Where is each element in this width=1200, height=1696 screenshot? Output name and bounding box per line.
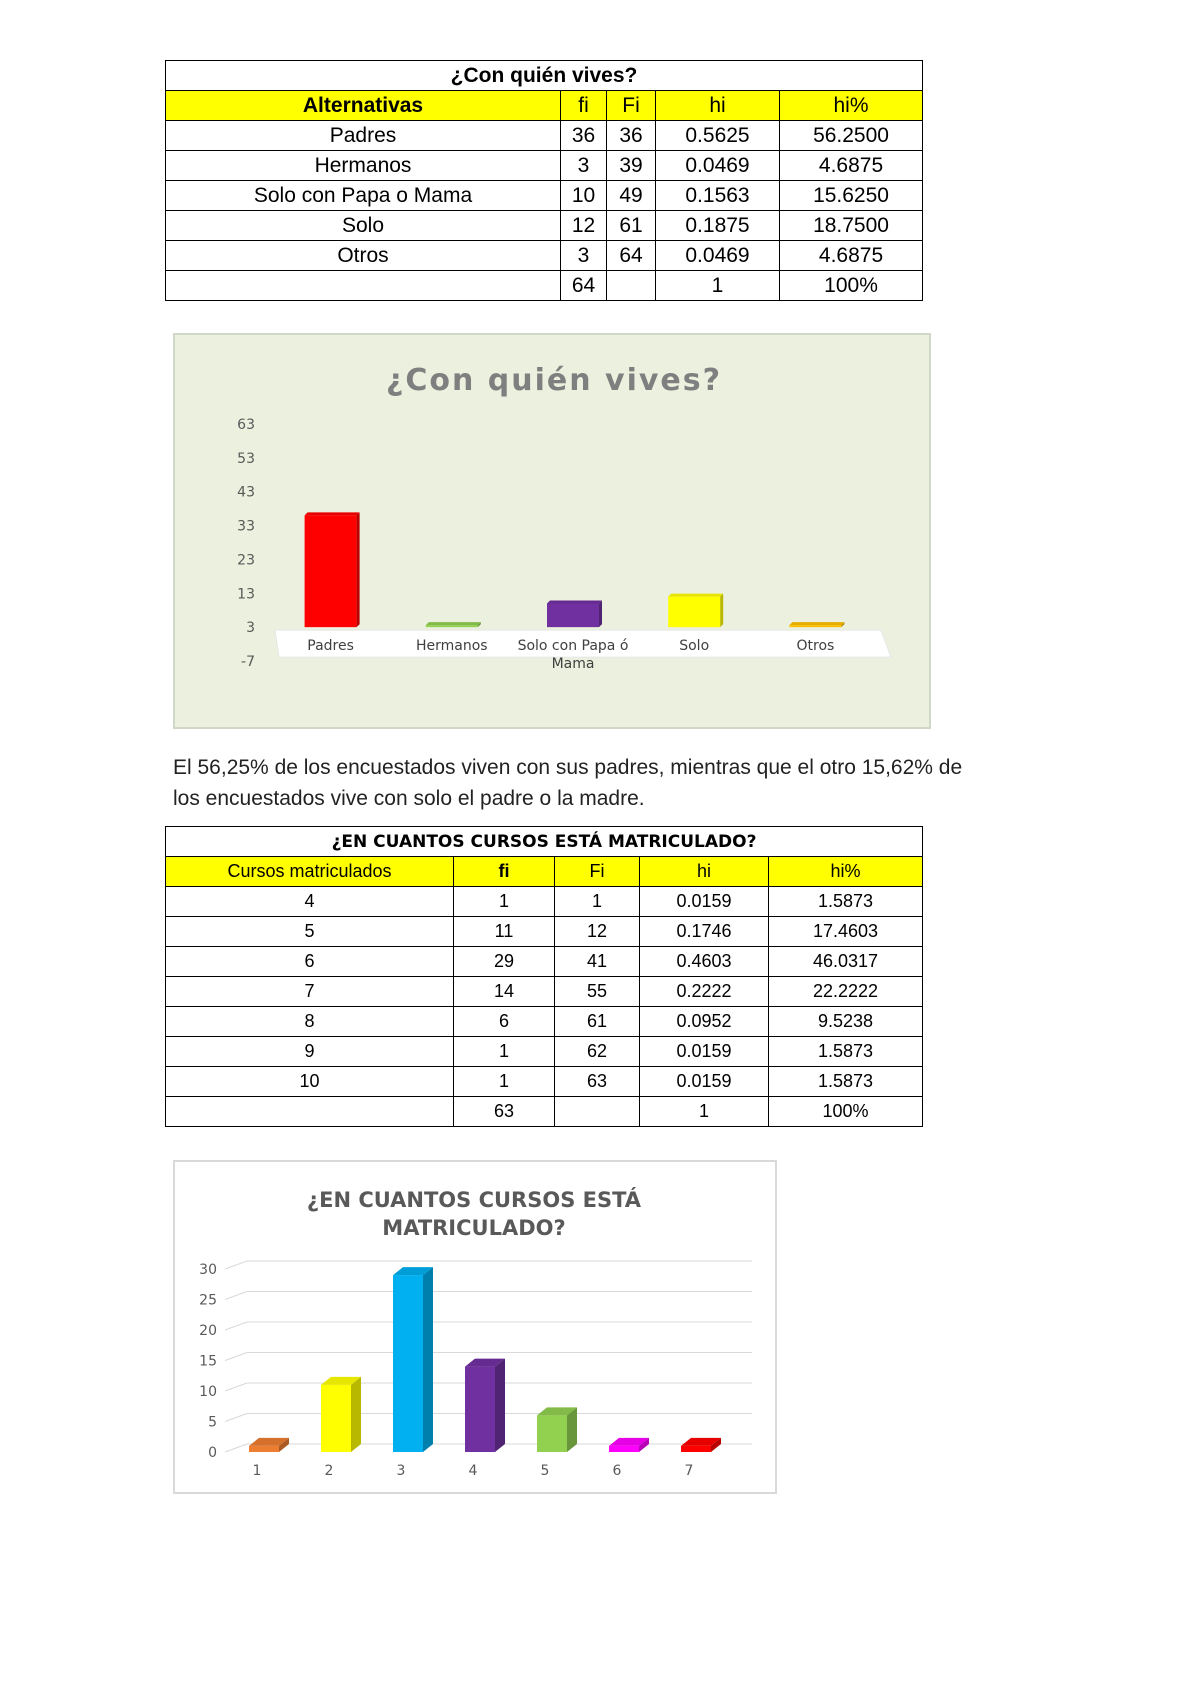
- cell: 10: [561, 181, 607, 211]
- cell: 61: [555, 1007, 640, 1037]
- column-header: fi: [561, 91, 607, 121]
- chart-svg: [175, 335, 933, 731]
- x-tick-label: 2: [324, 1463, 334, 1479]
- y-tick-label: -7: [241, 654, 255, 670]
- y-tick-label: 20: [199, 1323, 217, 1339]
- chart-title: ¿EN CUANTOS CURSOS ESTÁ: [306, 1188, 642, 1212]
- bar: [547, 600, 602, 627]
- x-tick-label: Solo con Papa ó: [517, 638, 629, 655]
- gridline: [225, 1414, 247, 1422]
- bar: [393, 1267, 433, 1452]
- x-tick-label: 5: [540, 1463, 550, 1479]
- y-tick-label: 43: [237, 484, 255, 501]
- cell: 18.7500: [780, 211, 923, 241]
- table-row: [166, 181, 923, 211]
- cell: 56.2500: [780, 121, 923, 151]
- cell: 100%: [780, 271, 923, 301]
- cell: 15.6250: [780, 181, 923, 211]
- cell: 3: [561, 151, 607, 181]
- cell: 0.5625: [656, 121, 780, 151]
- bar: [465, 1359, 505, 1452]
- cell: 61: [607, 211, 656, 241]
- cell: [607, 271, 656, 301]
- header-row: [166, 91, 923, 121]
- cell: 100%: [769, 1097, 923, 1127]
- cell: 11: [454, 917, 555, 947]
- cell: [555, 1097, 640, 1127]
- y-tick-label: 3: [246, 620, 255, 637]
- cell: 7: [166, 977, 454, 1007]
- analysis-paragraph: El 56,25% de los encuestados viven con sus padres, mientras que el otro 15,62% de los encuestados vive con solo el padre o la madre.: [173, 756, 963, 810]
- cell: 64: [607, 241, 656, 271]
- x-tick-label: Mama: [551, 656, 595, 673]
- table-row: [166, 977, 923, 1007]
- chart-svg: [175, 1162, 779, 1496]
- cell: 1: [454, 1037, 555, 1067]
- table-row: [166, 917, 923, 947]
- table-title: ¿Con quién vives?: [166, 61, 923, 91]
- y-tick-label: 13: [237, 586, 255, 603]
- cell: [166, 271, 561, 301]
- table-row: [166, 947, 923, 977]
- bar: [249, 1438, 289, 1452]
- cell: 22.2222: [769, 977, 923, 1007]
- cell: 0.0469: [656, 241, 780, 271]
- table-con-quien-vives: [165, 60, 923, 301]
- header-row: [166, 857, 923, 887]
- cell: 0.0469: [656, 151, 780, 181]
- bar: [426, 622, 481, 627]
- column-header: Cursos matriculados: [166, 857, 454, 887]
- cell: 0.1746: [640, 917, 769, 947]
- cell: 5: [166, 917, 454, 947]
- column-header: fi: [454, 857, 555, 887]
- cell: 49: [607, 181, 656, 211]
- cell: 1: [640, 1097, 769, 1127]
- cell: 0.0159: [640, 1037, 769, 1067]
- bar: [321, 1377, 361, 1452]
- cell: 64: [561, 271, 607, 301]
- gridline: [225, 1261, 247, 1269]
- cell: 6: [454, 1007, 555, 1037]
- cell: 12: [555, 917, 640, 947]
- x-tick-label: 3: [396, 1463, 406, 1479]
- x-tick-label: Padres: [307, 638, 354, 655]
- bar: [537, 1407, 577, 1452]
- chart-title: MATRICULADO?: [382, 1216, 566, 1240]
- bar: [668, 594, 723, 627]
- x-tick-label: 4: [468, 1463, 478, 1479]
- cell: Solo: [166, 211, 561, 241]
- chart-title: ¿Con quién vives?: [385, 363, 723, 398]
- cell: Otros: [166, 241, 561, 271]
- cell: 1: [555, 887, 640, 917]
- cell: [166, 1097, 454, 1127]
- cell: Solo con Papa o Mama: [166, 181, 561, 211]
- gridline: [225, 1292, 247, 1300]
- cell: 1: [454, 1067, 555, 1097]
- table-row: [166, 1007, 923, 1037]
- table-row: [166, 121, 923, 151]
- cell: 0.1563: [656, 181, 780, 211]
- column-header: hi%: [769, 857, 923, 887]
- cell: 0.2222: [640, 977, 769, 1007]
- column-header: Fi: [555, 857, 640, 887]
- chart-cursos-matriculados: [173, 1160, 777, 1494]
- cell: 63: [454, 1097, 555, 1127]
- bar: [681, 1438, 721, 1452]
- gridline: [225, 1322, 247, 1330]
- table-row: [166, 211, 923, 241]
- cell: 4: [166, 887, 454, 917]
- x-tick-label: 1: [252, 1463, 262, 1479]
- cell: 39: [607, 151, 656, 181]
- column-header: hi: [640, 857, 769, 887]
- table-title: ¿EN CUANTOS CURSOS ESTÁ MATRICULADO?: [166, 827, 923, 857]
- column-header: Alternativas: [166, 91, 561, 121]
- cell: Padres: [166, 121, 561, 151]
- cell: 4.6875: [780, 241, 923, 271]
- cell: 29: [454, 947, 555, 977]
- bar: [789, 622, 844, 627]
- y-tick-label: 53: [237, 450, 255, 467]
- column-header: hi: [656, 91, 780, 121]
- cell: 62: [555, 1037, 640, 1067]
- y-tick-label: 30: [199, 1262, 217, 1278]
- y-tick-label: 5: [208, 1414, 217, 1431]
- y-tick-label: 10: [199, 1384, 217, 1400]
- x-tick-label: 7: [684, 1463, 694, 1479]
- cell: 36: [561, 121, 607, 151]
- cell: 41: [555, 947, 640, 977]
- table-row: [166, 151, 923, 181]
- cell: 12: [561, 211, 607, 241]
- table-row: [166, 1037, 923, 1067]
- cell: 0.1875: [656, 211, 780, 241]
- cell: Hermanos: [166, 151, 561, 181]
- cell: 36: [607, 121, 656, 151]
- column-header: Fi: [607, 91, 656, 121]
- cell: 1.5873: [769, 1037, 923, 1067]
- y-tick-label: 15: [199, 1353, 217, 1370]
- y-tick-label: 0: [208, 1445, 217, 1461]
- table-row: [166, 241, 923, 271]
- y-tick-label: 63: [237, 417, 255, 433]
- table-row: [166, 887, 923, 917]
- y-tick-label: 23: [237, 552, 255, 569]
- gridline: [225, 1383, 247, 1391]
- cell: 1: [656, 271, 780, 301]
- column-header: hi%: [780, 91, 923, 121]
- cell: 55: [555, 977, 640, 1007]
- x-tick-label: Hermanos: [415, 638, 488, 655]
- chart-con-quien-vives: [173, 333, 931, 729]
- cell: 1: [454, 887, 555, 917]
- x-tick-label: 6: [612, 1463, 622, 1479]
- gridline: [225, 1444, 247, 1452]
- cell: 46.0317: [769, 947, 923, 977]
- cell: 6: [166, 947, 454, 977]
- cell: 8: [166, 1007, 454, 1037]
- cell: 3: [561, 241, 607, 271]
- table-cursos-matriculados: [165, 826, 923, 1127]
- cell: 0.0952: [640, 1007, 769, 1037]
- gridline: [225, 1353, 247, 1361]
- bar: [305, 512, 360, 627]
- cell: 63: [555, 1067, 640, 1097]
- cell: 1.5873: [769, 1067, 923, 1097]
- cell: 9: [166, 1037, 454, 1067]
- cell: 0.0159: [640, 1067, 769, 1097]
- table-row: [166, 1067, 923, 1097]
- cell: 0.0159: [640, 887, 769, 917]
- x-tick-label: Solo: [679, 638, 710, 655]
- y-tick-label: 25: [199, 1292, 217, 1309]
- cell: 17.4603: [769, 917, 923, 947]
- cell: 14: [454, 977, 555, 1007]
- totals-row: [166, 1097, 923, 1127]
- cell: 10: [166, 1067, 454, 1097]
- bar: [609, 1438, 649, 1452]
- cell: 1.5873: [769, 887, 923, 917]
- cell: 4.6875: [780, 151, 923, 181]
- x-tick-label: Otros: [796, 638, 835, 655]
- totals-row: [166, 271, 923, 301]
- cell: 0.4603: [640, 947, 769, 977]
- y-tick-label: 33: [237, 518, 255, 535]
- cell: 9.5238: [769, 1007, 923, 1037]
